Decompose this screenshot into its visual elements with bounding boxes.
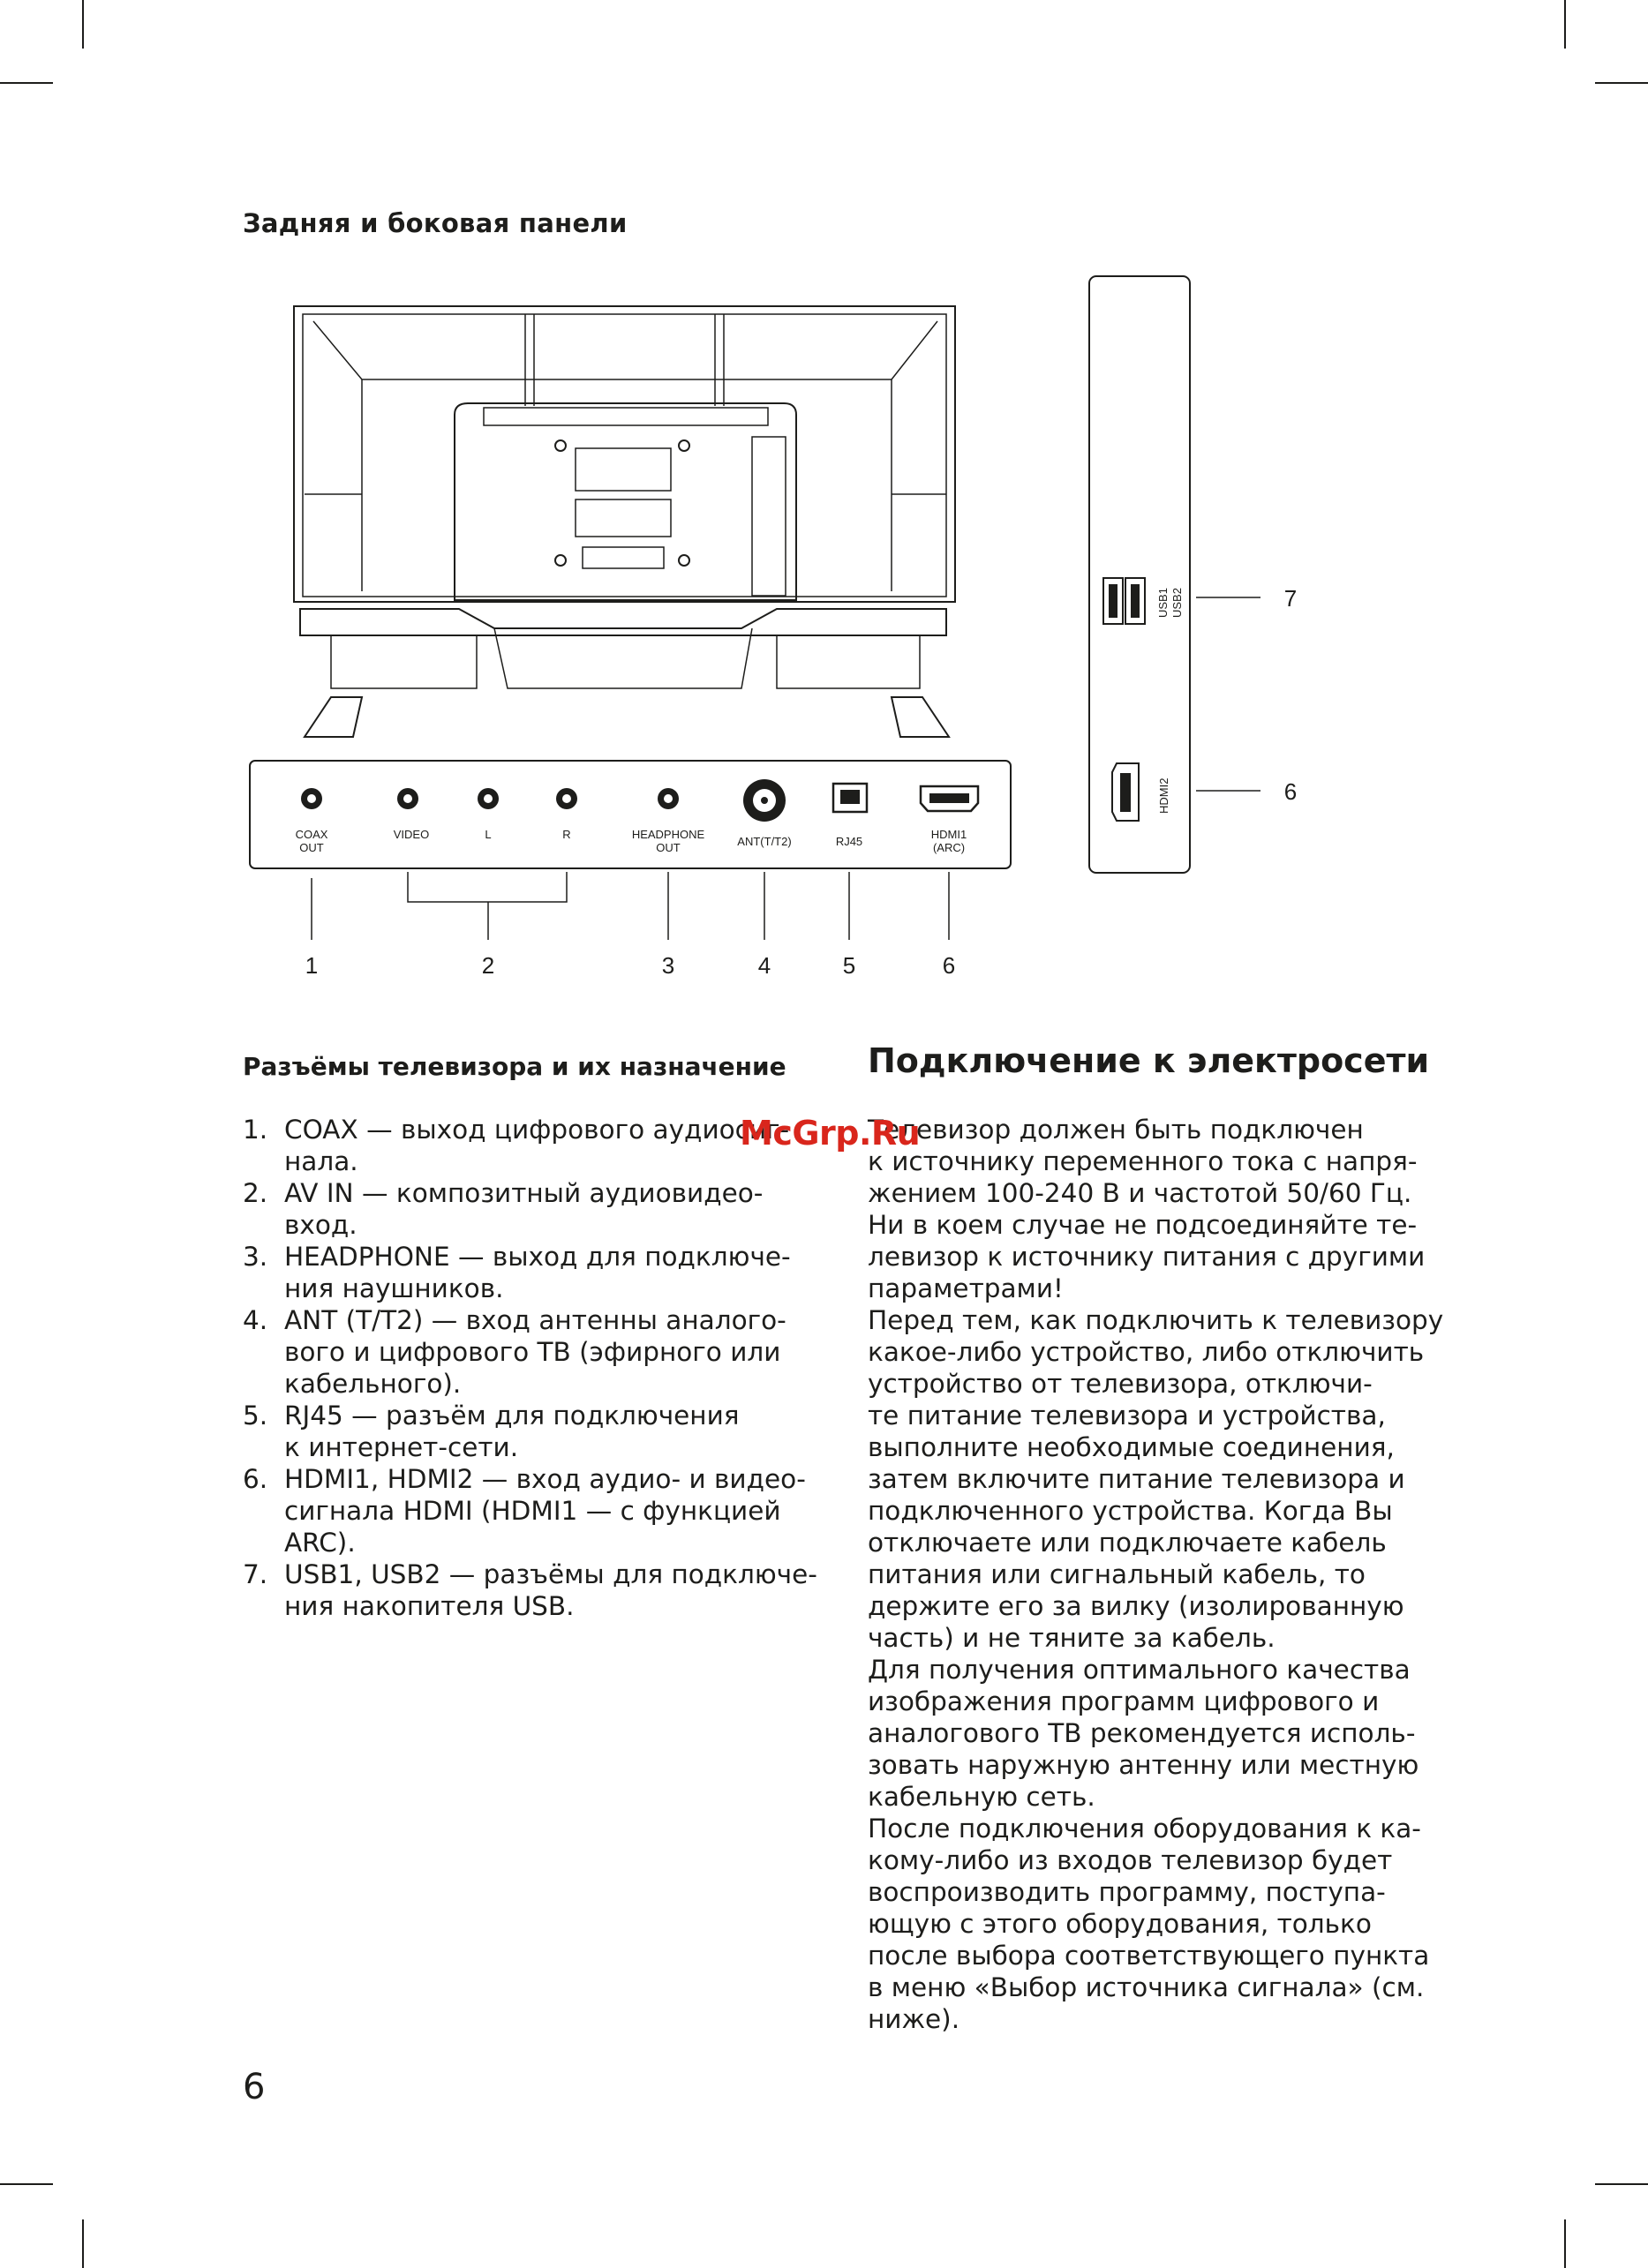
crop-mark — [1595, 2183, 1648, 2185]
list-item — [243, 1177, 825, 1241]
port-label: OUT — [656, 841, 681, 854]
paragraph: Перед тем, как подключить к телевизору какое-либо устройство, либо отключить устройство от телевизора, отключи- те питание телевизора и устройства, выполните необходимые соединения, затем включите питание телевизора и подключенного устройства. Когда Вы отключаете или подключаете кабель питания или сигнальный кабель, то держите его за вилку (изолированную часть) и не тяните за кабель. — [868, 1305, 1444, 1653]
port-label: (ARC) — [932, 841, 966, 854]
power-body — [868, 1114, 1450, 2035]
list-item — [243, 1558, 825, 1622]
callout-number: 1 — [305, 952, 319, 979]
list-text: COAX — выход цифрового аудиосиг- нала. — [284, 1115, 790, 1176]
list-number: 7. — [243, 1559, 268, 1589]
port-label: HEADPHONE — [631, 828, 705, 841]
watermark: McGrp.Ru — [740, 1114, 921, 1153]
usb2-label: USB2 — [1170, 588, 1184, 618]
connectors-heading: Разъёмы телевизора и их назначение — [243, 1052, 786, 1081]
list-item — [243, 1400, 825, 1463]
list-number: 6. — [243, 1464, 268, 1494]
usb1-label: USB1 — [1156, 588, 1170, 618]
list-text: ANT (T/T2) — вход антенны аналого- вого и цифрового ТВ (эфирного или кабельного). — [284, 1305, 786, 1399]
list-item — [243, 1114, 825, 1177]
section-title: Задняя и боковая панели — [243, 208, 628, 238]
port-label: OUT — [299, 841, 324, 854]
crop-mark — [0, 2183, 53, 2185]
list-text: AV IN — композитный аудиовидео- вход. — [284, 1178, 764, 1240]
tv-rear-outline — [294, 306, 955, 602]
callout-number: 7 — [1283, 585, 1298, 612]
rear-connector-panel — [250, 761, 1011, 868]
list-number: 4. — [243, 1305, 268, 1335]
list-number: 2. — [243, 1178, 268, 1208]
port-label: HDMI1 — [930, 828, 967, 841]
crop-mark — [1564, 2219, 1566, 2268]
callout-number: 4 — [757, 952, 771, 979]
paragraph: Телевизор должен быть подключен к источнику переменного тока с напря- жением 100-240 В и частотой 50/60 Гц. Ни в коем случае не подсоединяйте те- левизор к источнику питания с другими параметрами! — [868, 1115, 1426, 1303]
list-text: HEADPHONE — выход для подключе- ния наушников. — [284, 1242, 791, 1303]
list-item — [243, 1241, 825, 1304]
paragraph: Для получения оптимального качества изображения программ цифрового и аналогового ТВ рекомендуется исполь- зовать наружную антенну или местную кабельную сеть. — [868, 1655, 1419, 1812]
callout-number: 6 — [942, 952, 956, 979]
callout-number: 6 — [1283, 778, 1298, 805]
port-label: L — [485, 828, 492, 841]
list-text: USB1, USB2 — разъёмы для подключе- ния накопителя USB. — [284, 1559, 817, 1621]
crop-mark — [82, 2219, 84, 2268]
callout-number: 3 — [661, 952, 675, 979]
port-label: RJ45 — [835, 835, 863, 848]
list-item — [243, 1463, 825, 1558]
power-heading: Подключение к электросети — [868, 1041, 1430, 1080]
hdmi2-label: HDMI2 — [1157, 777, 1170, 814]
connectors-list — [243, 1114, 825, 1622]
port-label: COAX — [295, 828, 328, 841]
port-label: ANT(T/T2) — [737, 835, 792, 848]
list-number: 1. — [243, 1115, 268, 1145]
list-text: HDMI1, HDMI2 — вход аудио- и видео- сигнала HDMI (HDMI1 — с функцией ARC). — [284, 1464, 806, 1558]
port-label: VIDEO — [393, 828, 430, 841]
back-cover — [455, 403, 796, 600]
page-number: 6 — [243, 2067, 266, 2107]
list-number: 5. — [243, 1401, 268, 1431]
callout-number: 5 — [842, 952, 856, 979]
port-label: R — [562, 828, 571, 841]
paragraph: После подключения оборудования к ка- кому-либо из входов телевизор будет воспроизводить программу, поступа- ющую с этого оборудования, только после выбора соответствующего пункта в меню «Выбор источника сигнала» (см. ниже). — [868, 1814, 1430, 2034]
tv-panels-diagram — [0, 0, 1648, 1015]
list-text: RJ45 — разъём для подключения к интернет-сети. — [284, 1401, 740, 1462]
list-item — [243, 1304, 825, 1400]
callout-number: 2 — [481, 952, 495, 979]
list-number: 3. — [243, 1242, 268, 1272]
